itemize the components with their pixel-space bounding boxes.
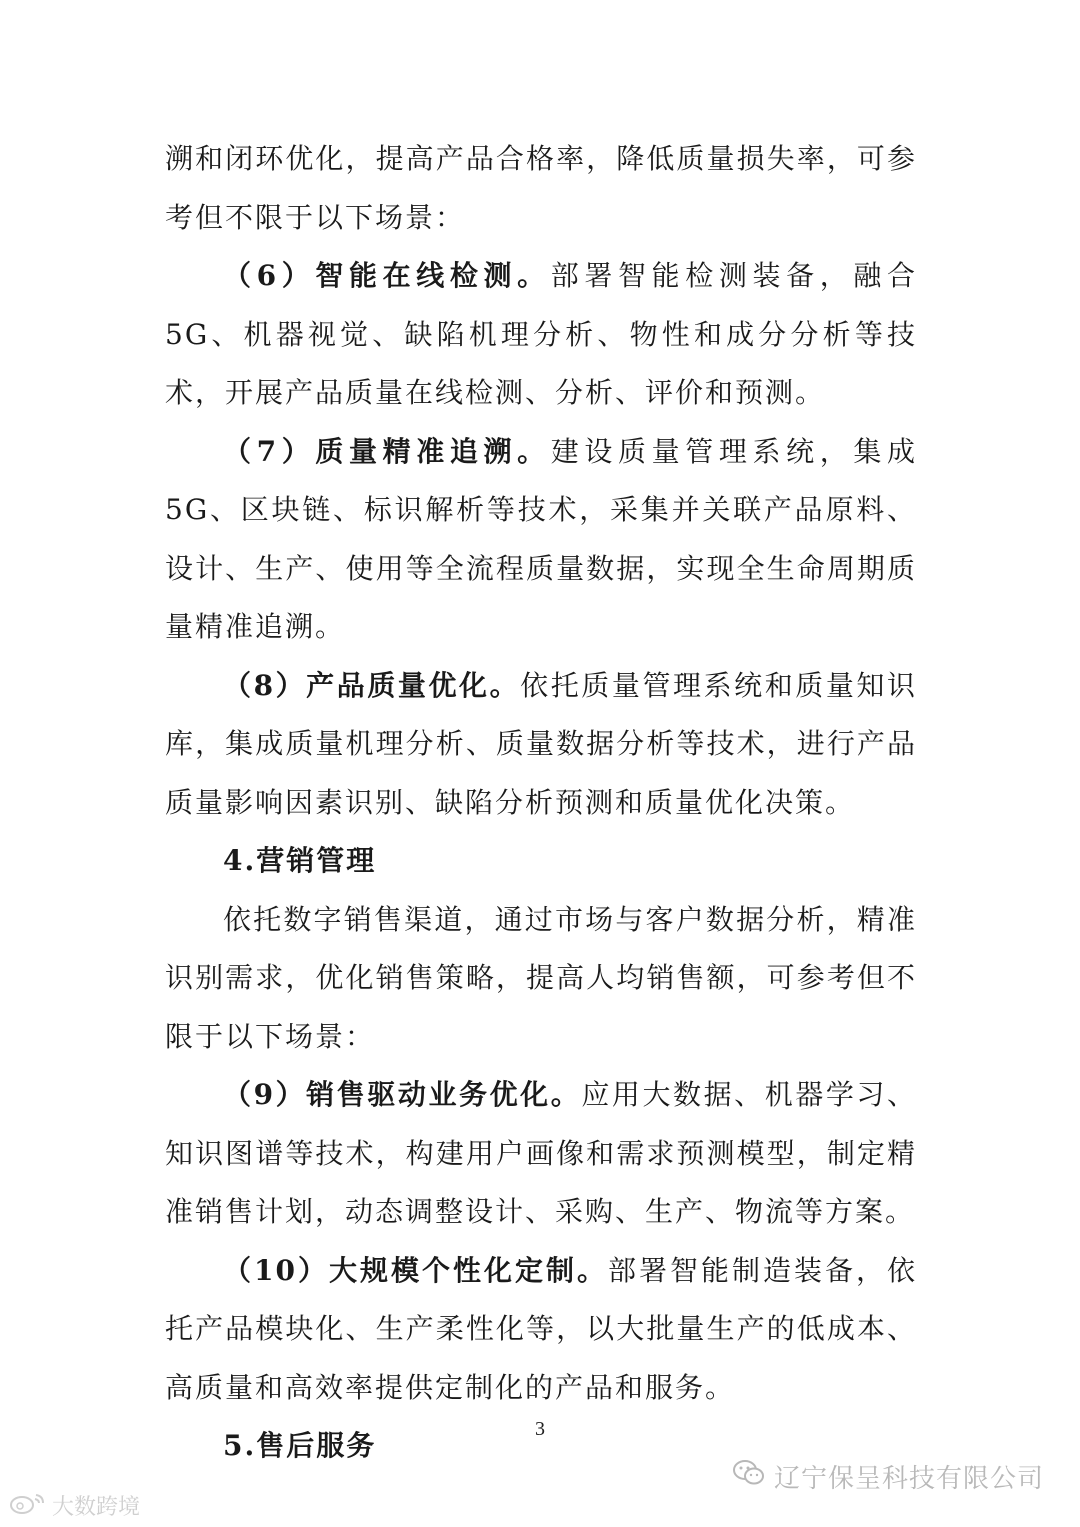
page-number: 3 xyxy=(535,1418,545,1440)
paragraph-intro: 溯和闭环优化，提高产品合格率，降低质量损失率，可参考但不限于以下场景： xyxy=(165,142,917,234)
watermark-company xyxy=(732,1458,1044,1495)
item-6-body: 部署智能检测装备，融合5G、机器视觉、缺陷机理分析、物性和成分分析等技术，开展产品质量在线检测、分析、评价和预测。 xyxy=(165,259,917,409)
item-10-lead: （10）大规模个性化定制。 xyxy=(223,1253,608,1287)
paragraph-marketing: 依托数字销售渠道，通过市场与客户数据分析，精准识别需求，优化销售策略，提高人均销售额，可参考但不限于以下场景： xyxy=(165,902,917,1053)
weibo-icon xyxy=(8,1491,48,1521)
item-9-body: 应用大数据、机器学习、知识图谱等技术，构建用户画像和需求预测模型，制定精准销售计划，动态调整设计、采购、生产、物流等方案。 xyxy=(165,1078,917,1228)
document-body xyxy=(165,130,917,1476)
section-heading-marketing: 4.营销管理 xyxy=(223,844,377,877)
item-7-body: 建设质量管理系统，集成5G、区块链、标识解析等技术，采集并关联产品原料、设计、生产、使用等全流程质量数据，实现全生命周期质量精准追溯。 xyxy=(165,434,917,643)
item-8-lead: （8）产品质量优化。 xyxy=(223,668,521,702)
paragraph-item-10 xyxy=(165,1242,917,1418)
item-9-lead: （9）销售驱动业务优化。 xyxy=(223,1078,582,1111)
wechat-icon xyxy=(732,1458,766,1495)
watermark-company-text: 辽宁保呈科技有限公司 xyxy=(773,1464,1044,1494)
item-8-body: 依托质量管理系统和质量知识库，集成质量机理分析、质量数据分析等技术，进行产品质量影响因素识别、缺陷分析预测和质量优化决策。 xyxy=(165,668,917,819)
item-10-body: 部署智能制造装备，依托产品模块化、生产柔性化等，以大批量生产的低成本、高质量和高效率提供定制化的产品和服务。 xyxy=(165,1253,917,1404)
paragraph-item-6 xyxy=(165,247,917,423)
item-6-lead: （6）智能在线检测。 xyxy=(223,259,551,292)
paragraph-item-7 xyxy=(165,423,917,657)
section-heading-after-sales: 5.售后服务 xyxy=(223,1429,377,1462)
paragraph-item-9 xyxy=(165,1066,917,1242)
paragraph-item-8 xyxy=(165,657,917,833)
watermark-source xyxy=(8,1490,140,1521)
item-7-lead: （7）质量精准追溯。 xyxy=(223,434,551,468)
watermark-source-text: 大数跨境 xyxy=(52,1495,141,1520)
